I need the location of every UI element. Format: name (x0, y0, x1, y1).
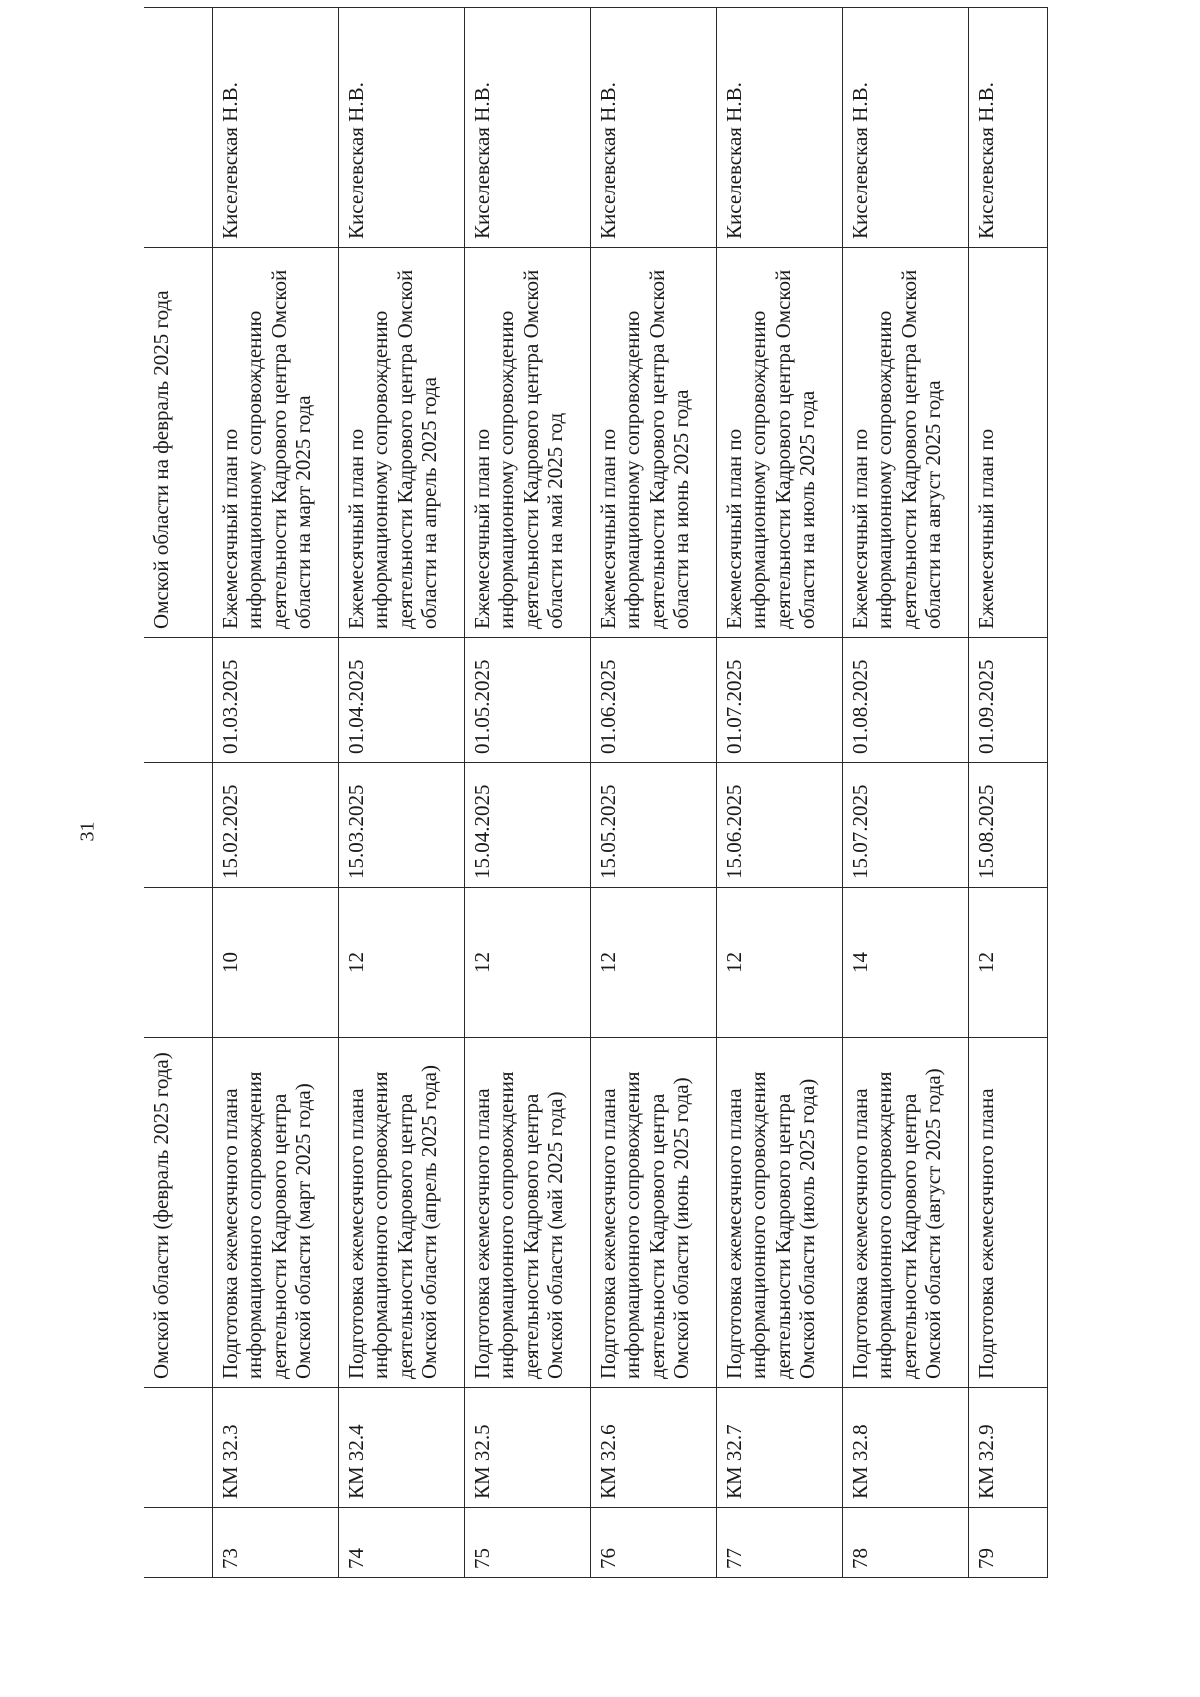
cell-event: Подготовка ежемесячного плана информационного сопровождения деятельности Кадрового центра Омской области (апрель 2025 года) (339, 1038, 465, 1388)
cell-result: Омской области на февраль 2025 года (144, 248, 213, 638)
table-row (213, 8, 339, 1578)
cell-number: 76 (591, 1508, 717, 1578)
cell-code: КМ 32.8 (843, 1388, 969, 1508)
cell-start-date: 15.03.2025 (339, 763, 465, 888)
cell-number (144, 1508, 213, 1578)
cell-hours: 12 (465, 888, 591, 1038)
cell-responsible: Киселевская Н.В. (591, 8, 717, 248)
plan-table (144, 7, 1048, 1578)
cell-start-date: 15.02.2025 (213, 763, 339, 888)
cell-end-date: 01.06.2025 (591, 638, 717, 763)
cell-event: Омской области (февраль 2025 года) (144, 1038, 213, 1388)
cell-hours (144, 888, 213, 1038)
cell-hours: 10 (213, 888, 339, 1038)
cell-result: Ежемесячный план по (969, 248, 1048, 638)
cell-responsible: Киселевская Н.В. (843, 8, 969, 248)
cell-end-date: 01.05.2025 (465, 638, 591, 763)
cell-code: КМ 32.4 (339, 1388, 465, 1508)
cell-end-date: 01.03.2025 (213, 638, 339, 763)
cell-event: Подготовка ежемесячного плана информационного сопровождения деятельности Кадрового центра Омской области (июль 2025 года) (717, 1038, 843, 1388)
rotated-table-container (144, 8, 1104, 1578)
cell-code: КМ 32.9 (969, 1388, 1048, 1508)
cell-code: КМ 32.6 (591, 1388, 717, 1508)
cell-event: Подготовка ежемесячного плана информационного сопровождения деятельности Кадрового центра Омской области (август 2025 года) (843, 1038, 969, 1388)
cell-hours: 12 (717, 888, 843, 1038)
table-row (969, 8, 1048, 1578)
cell-responsible (144, 8, 213, 248)
cell-event: Подготовка ежемесячного плана (969, 1038, 1048, 1388)
cell-start-date (144, 763, 213, 888)
cell-start-date: 15.05.2025 (591, 763, 717, 888)
cell-event: Подготовка ежемесячного плана информационного сопровождения деятельности Кадрового центра Омской области (май 2025 года) (465, 1038, 591, 1388)
cell-number: 73 (213, 1508, 339, 1578)
cell-event: Подготовка ежемесячного плана информационного сопровождения деятельности Кадрового центра Омской области (июнь 2025 года) (591, 1038, 717, 1388)
table-row (717, 8, 843, 1578)
cell-end-date: 01.08.2025 (843, 638, 969, 763)
cell-code: КМ 32.5 (465, 1388, 591, 1508)
cell-code: КМ 32.3 (213, 1388, 339, 1508)
cell-result: Ежемесячный план по информационному сопровождению деятельности Кадрового центра Омской области на август 2025 года (843, 248, 969, 638)
cell-hours: 12 (591, 888, 717, 1038)
cell-start-date: 15.08.2025 (969, 763, 1048, 888)
cell-hours: 12 (339, 888, 465, 1038)
cell-responsible: Киселевская Н.В. (465, 8, 591, 248)
cell-end-date: 01.07.2025 (717, 638, 843, 763)
table-row (465, 8, 591, 1578)
cell-event: Подготовка ежемесячного плана информационного сопровождения деятельности Кадрового центра Омской области (март 2025 года) (213, 1038, 339, 1388)
cell-result: Ежемесячный план по информационному сопровождению деятельности Кадрового центра Омской области на июль 2025 года (717, 248, 843, 638)
cell-result: Ежемесячный план по информационному сопровождению деятельности Кадрового центра Омской области на май 2025 год (465, 248, 591, 638)
cell-responsible: Киселевская Н.В. (717, 8, 843, 248)
table-row (843, 8, 969, 1578)
cell-number: 78 (843, 1508, 969, 1578)
cell-number: 79 (969, 1508, 1048, 1578)
cell-code (144, 1388, 213, 1508)
cell-hours: 14 (843, 888, 969, 1038)
cell-end-date (144, 638, 213, 763)
cell-responsible: Киселевская Н.В. (213, 8, 339, 248)
cell-start-date: 15.07.2025 (843, 763, 969, 888)
table-row (339, 8, 465, 1578)
cell-start-date: 15.04.2025 (465, 763, 591, 888)
cell-start-date: 15.06.2025 (717, 763, 843, 888)
cell-number: 74 (339, 1508, 465, 1578)
cell-responsible: Киселевская Н.В. (339, 8, 465, 248)
continued-header-row (144, 8, 213, 1578)
cell-end-date: 01.09.2025 (969, 638, 1048, 763)
cell-code: КМ 32.7 (717, 1388, 843, 1508)
cell-result: Ежемесячный план по информационному сопровождению деятельности Кадрового центра Омской области на апрель 2025 года (339, 248, 465, 638)
page-number: 31 (76, 821, 99, 842)
table-row (591, 8, 717, 1578)
cell-responsible: Киселевская Н.В. (969, 8, 1048, 248)
cell-result: Ежемесячный план по информационному сопровождению деятельности Кадрового центра Омской области на июнь 2025 года (591, 248, 717, 638)
cell-hours: 12 (969, 888, 1048, 1038)
cell-number: 75 (465, 1508, 591, 1578)
cell-end-date: 01.04.2025 (339, 638, 465, 763)
cell-result: Ежемесячный план по информационному сопровождению деятельности Кадрового центра Омской области на март 2025 года (213, 248, 339, 638)
cell-number: 77 (717, 1508, 843, 1578)
